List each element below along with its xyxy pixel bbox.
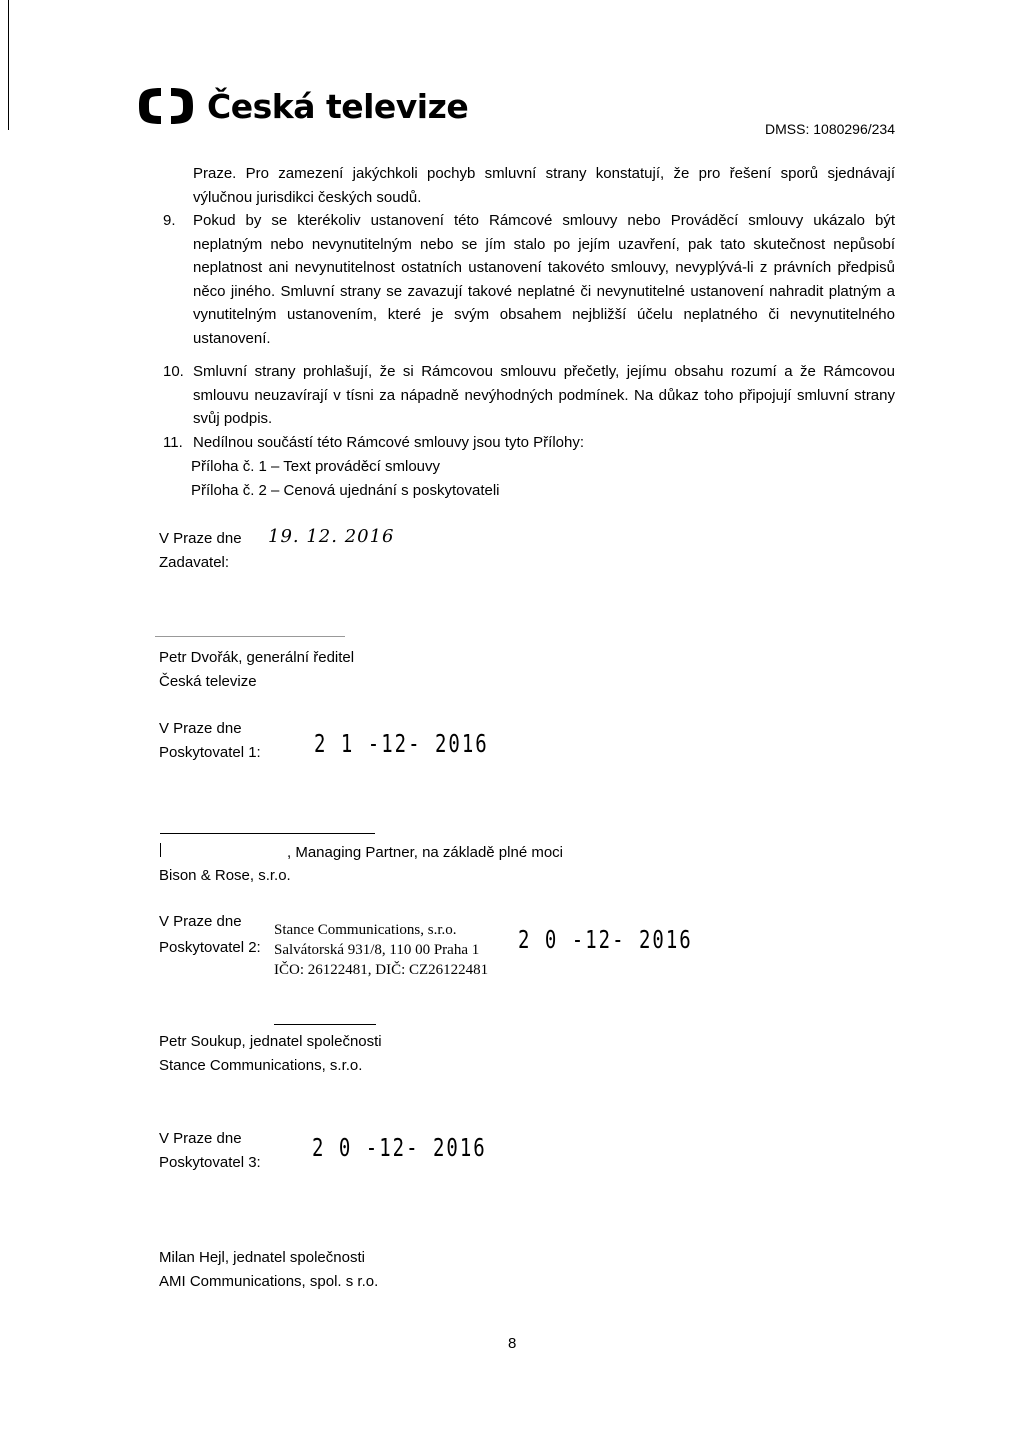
date-stamp: 2 1 -12- 2016	[314, 730, 489, 759]
signatory-org: Stance Communications, s.r.o.	[159, 1057, 363, 1074]
signatory-name: , Managing Partner, na základě plné moci	[287, 844, 563, 861]
role-label: Zadavatel:	[159, 554, 230, 571]
place-date-label: V Praze dne	[159, 913, 242, 930]
item-10-text: Smluvní strany prohlašují, že si Rámcovou smlouvu přečetly, jejímu obsahu rozumí a že Rámcovou smlouvu neuzavírají v tísni za nápadně nevýhodných podmínek. Na důkaz toho připojují smluvní strany svůj podpis.	[193, 363, 895, 427]
role-label: Poskytovatel 2:	[159, 939, 261, 956]
logo	[135, 86, 468, 126]
attachment-2: Příloha č. 2 – Cenová ujednání s poskytovateli	[191, 482, 500, 499]
signatory-org: AMI Communications, spol. s r.o.	[159, 1273, 379, 1290]
signature-line	[274, 1024, 376, 1025]
scan-margin-line	[8, 0, 9, 130]
signatory-org: Bison & Rose, s.r.o.	[159, 867, 291, 884]
redaction-mark	[160, 843, 161, 857]
item-number: 9.	[163, 212, 176, 229]
item-11-text: Nedílnou součástí této Rámcové smlouvy jsou tyto Přílohy:	[193, 434, 585, 451]
signatory-name: Milan Hejl, jednatel společnosti	[159, 1249, 365, 1266]
date-stamp: 2 0 -12- 2016	[518, 926, 693, 955]
company-stamp-line: Stance Communications, s.r.o.	[274, 922, 457, 938]
ceska-televize-logo-icon	[135, 86, 197, 126]
place-date-label: V Praze dne	[159, 530, 242, 547]
item-number: 11.	[163, 434, 183, 451]
company-stamp-line: IČO: 26122481, DIČ: CZ26122481	[274, 962, 489, 978]
signature-line	[155, 636, 345, 637]
date-stamp: 2 0 -12- 2016	[312, 1134, 487, 1163]
company-stamp-line: Salvátorská 931/8, 110 00 Praha 1	[274, 942, 480, 958]
role-label: Poskytovatel 1:	[159, 744, 261, 761]
item-9-text: Pokud by se kterékoliv ustanovení této Rámcové smlouvy nebo Prováděcí smlouvy ukázalo být neplatným nebo nevynutitelným nebo se jím stalo po jejím uzavření, pak tato skutečnost nepůsobí neplatnost ani nevynutitelnost ostatních ustanovení takovéto smlouvy, nevyplývá-li z právních předpisů něco jiného. Smluvní strany se zavazují takové neplatné či nevynutitelné ustanovení nahradit platným a vynutitelným ustanovením, které je svým obsahem nejbližší účelu neplatného či nevynutitelného ustanovení.	[193, 212, 895, 347]
place-date-label: V Praze dne	[159, 1130, 242, 1147]
signatory-name: Petr Dvořák, generální ředitel	[159, 649, 355, 666]
signature-line	[160, 833, 375, 834]
handwritten-date: 19. 12. 2016	[268, 526, 395, 547]
item-number: 10.	[163, 363, 184, 380]
place-date-label: V Praze dne	[159, 720, 242, 737]
logo-text: Česká televize	[207, 86, 469, 126]
attachment-1: Příloha č. 1 – Text prováděcí smlouvy	[191, 458, 441, 475]
continued-paragraph: Praze. Pro zamezení jakýchkoli pochyb smluvní strany konstatují, že pro řešení sporů sjednávají výlučnou jurisdikci českých soudů.	[193, 165, 895, 206]
signatory-org: Česká televize	[159, 673, 257, 690]
page-number: 8	[508, 1335, 517, 1352]
document-id: DMSS: 1080296/234	[765, 121, 895, 137]
signatory-name: Petr Soukup, jednatel společnosti	[159, 1033, 382, 1050]
role-label: Poskytovatel 3:	[159, 1154, 261, 1171]
